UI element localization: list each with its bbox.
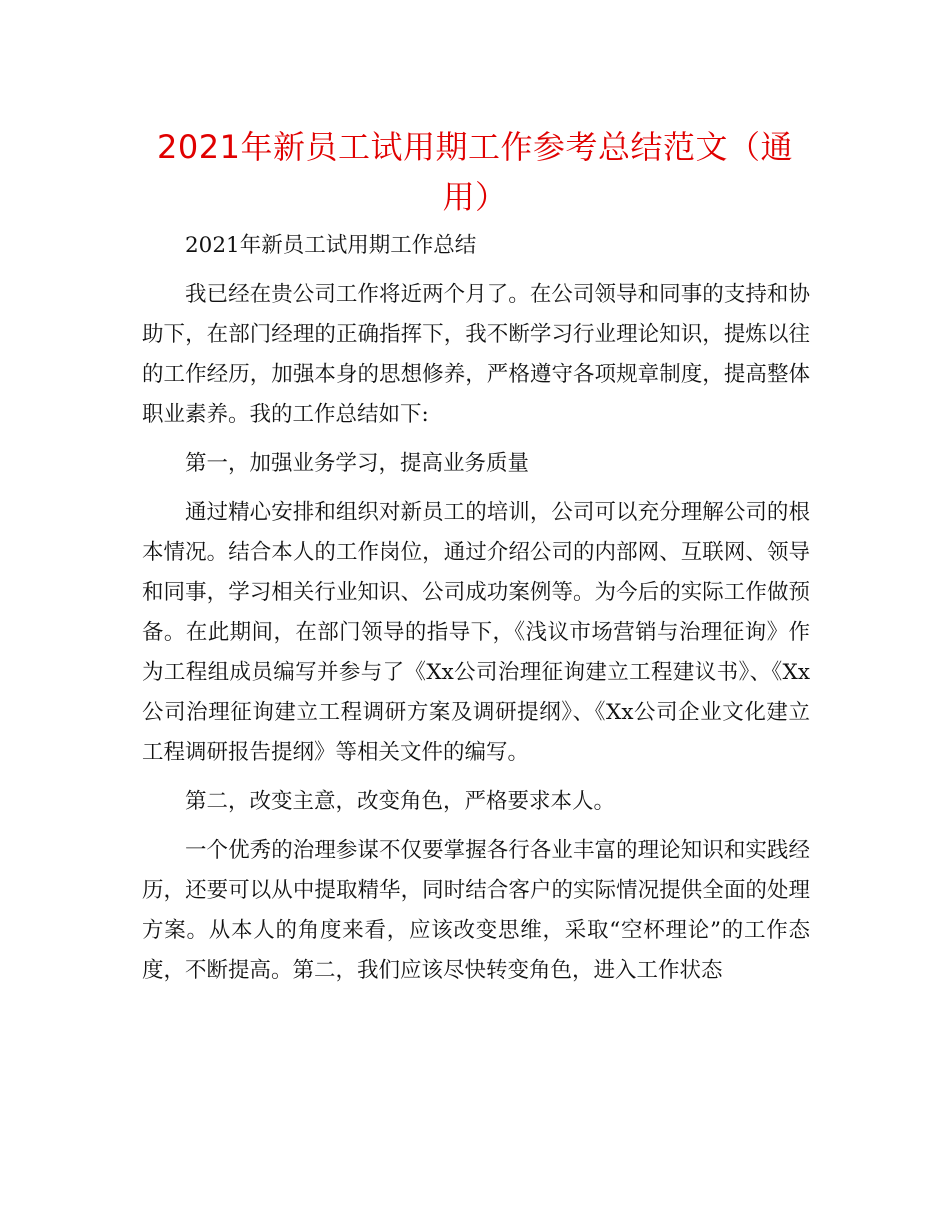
paragraph-heading-1: 第一，加强业务学习，提高业务质量 — [185, 451, 530, 476]
document-title: 2021年新员工试用期工作参考总结范文（通用） — [157, 128, 793, 216]
paragraph-heading-2: 第二，改变主意，改变角色，严格要求本人。 — [185, 789, 616, 814]
paragraph-section-2: 一个优秀的治理参谋不仅要掌握各行各业丰富的理论知识和实践经历，还要可以从中提取精华，同时结合客户的实际情况提供全面的处理方案。从本人的角度来看，应该改变思维，采取“空杯理论”的工作态度，不断提高。第二，我们应该尽快转变角色，进入工作状态 — [142, 838, 810, 983]
paragraph-section-1: 通过精心安排和组织对新员工的培训，公司可以充分理解公司的根本情况。结合本人的工作岗位，通过介绍公司的内部网、互联网、领导和同事，学习相关行业知识、公司成功案例等。为今后的实际工作做预备。在此期间，在部门领导的指导下，《浅议市场营销与治理征询》作为工程组成员编写并参与了《Xx公司治理征询建立工程建议书》、《Xx公司治理征询建立工程调研方案及调研提纲》、《Xx公司企业文化建立工程调研报告提纲》等相关文件的编写。 — [142, 500, 810, 765]
paragraph-subtitle: 2021年新员工试用期工作总结 — [185, 233, 477, 258]
paragraph-intro: 我已经在贵公司工作将近两个月了。在公司领导和同事的支持和协助下，在部门经理的正确指挥下，我不断学习行业理论知识，提炼以往的工作经历，加强本身的思想修养，严格遵守各项规章制度，提高整体职业素养。我的工作总结如下: — [142, 282, 810, 427]
document-body — [142, 226, 810, 1000]
